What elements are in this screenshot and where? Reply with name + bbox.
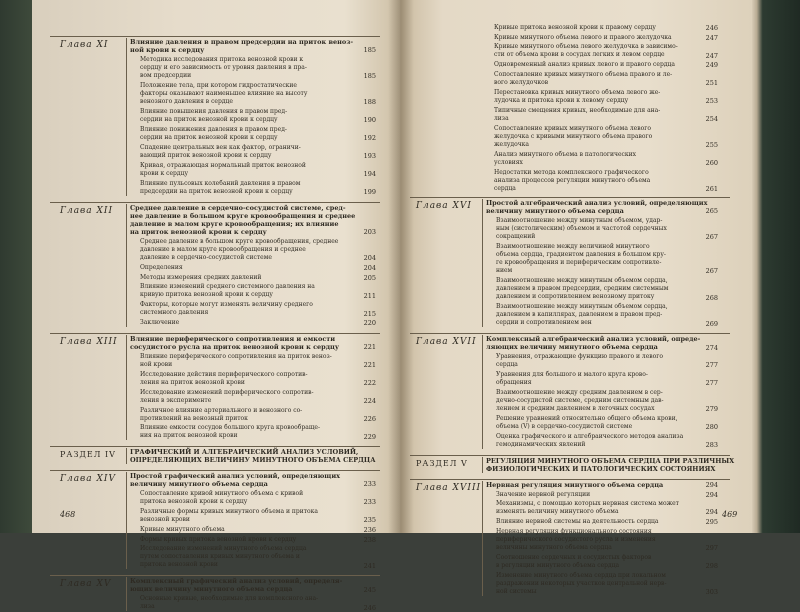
toc-entry-line: вающий приток венозной крови к сердцу bbox=[140, 151, 272, 159]
toc-entry-line: путем сопоставления кривых минутного объема и bbox=[140, 553, 300, 561]
toc-entry-line: желудочка с кривыми минутного объема правого bbox=[494, 132, 653, 140]
toc-entry bbox=[494, 151, 636, 167]
toc-entry bbox=[140, 144, 301, 160]
toc-page-number: 226 bbox=[363, 414, 376, 423]
toc-page-number: 247 bbox=[705, 51, 718, 60]
section-rule bbox=[410, 479, 730, 480]
toc-entry-line: Взаимоотношение между величиной минутного bbox=[496, 242, 650, 250]
toc-entry bbox=[494, 89, 660, 105]
toc-page-number: 229 bbox=[363, 432, 376, 441]
toc-entry-line: Влияние понижения давления в правом пред- bbox=[140, 126, 287, 133]
toc-entry-line: Оценка графического и алгебраического методов анализа bbox=[496, 433, 684, 440]
toc-entry-line: Влияние пульсовых колебаний давления в правом bbox=[140, 179, 301, 187]
toc-entry-line: Заключение bbox=[140, 319, 180, 327]
toc-entry-line: Методы измерения средних давлений bbox=[140, 273, 262, 281]
toc-page-number: 251 bbox=[705, 79, 718, 88]
toc-entry bbox=[140, 180, 300, 196]
toc-entry bbox=[494, 107, 660, 123]
toc-entry-line: ющих величину минутного объема сердца bbox=[130, 585, 293, 594]
toc-entry-line: сти от объема крови в сосудах легких и левом сердце bbox=[494, 51, 665, 59]
toc-page-number: 238 bbox=[363, 535, 376, 544]
toc-entry-line: Нервная регуляция функционального состояния bbox=[496, 527, 652, 535]
toc-entry bbox=[140, 82, 307, 106]
left-page bbox=[32, 0, 400, 612]
toc-entry-line: Комплексный алгебраический анализ условий, опреде- bbox=[486, 335, 701, 344]
toc-page-number: 199 bbox=[363, 187, 376, 196]
toc-page-number: 215 bbox=[363, 309, 376, 318]
toc-entry-line: ФИЗИОЛОГИЧЕСКИХ И ПАТОЛОГИЧЕСКИХ СОСТОЯНИЯХ bbox=[486, 464, 716, 473]
toc-entry-line: предсердии на приток венозной крови к сердцу bbox=[140, 187, 293, 195]
toc-entry-line: факторы оказывают наименьшее влияние на высоту bbox=[140, 90, 308, 97]
toc-page-number: 211 bbox=[363, 291, 376, 300]
toc-page-number: 233 bbox=[363, 498, 376, 507]
toc-page-number: 194 bbox=[363, 170, 376, 178]
toc-entry-line: Комплексный графический анализ условий, определя- bbox=[130, 577, 343, 586]
section-divider bbox=[126, 204, 127, 327]
toc-page-number: 265 bbox=[705, 207, 718, 215]
toc-page-number: 192 bbox=[363, 134, 376, 143]
toc-entry-line: Различное влияние артериального и венозного со- bbox=[140, 406, 303, 414]
toc-page-number: 190 bbox=[363, 116, 376, 125]
section-divider bbox=[126, 448, 127, 464]
toc-heading-entry bbox=[130, 472, 340, 488]
toc-page-number: 295 bbox=[705, 518, 718, 527]
toc-page-number: 261 bbox=[705, 185, 718, 194]
toc-heading-entry bbox=[130, 448, 375, 464]
toc-entry bbox=[496, 433, 683, 449]
toc-entry bbox=[140, 490, 303, 506]
toc-page-number: 188 bbox=[363, 98, 376, 107]
toc-entry-line: Влияние периферического сопротивления и емкости bbox=[130, 334, 336, 343]
toc-entry bbox=[140, 526, 225, 534]
toc-page-number: 247 bbox=[705, 33, 718, 42]
toc-entry-line: гемодинамических явлений bbox=[496, 441, 586, 448]
toc-entry-line: Взаимоотношение между минутным объемом, удар- bbox=[496, 216, 663, 224]
toc-page-number: 241 bbox=[363, 561, 376, 570]
right-page bbox=[400, 0, 752, 597]
toc-entry-line: Влияние периферического сопротивления на приток веноз- bbox=[140, 352, 332, 360]
toc-entry-line: изменять величину минутного объема bbox=[496, 508, 619, 516]
toc-entry-line: ной крови bbox=[140, 360, 173, 368]
toc-page-number: 267 bbox=[705, 233, 718, 242]
toc-entry-line: Среднее давление в большом круге кровообращения, среднее bbox=[140, 237, 339, 245]
toc-entry bbox=[494, 125, 652, 149]
chapter-label: Глава XVIII bbox=[416, 482, 482, 493]
toc-entry bbox=[140, 595, 318, 611]
toc-page-number: 277 bbox=[705, 379, 718, 388]
toc-entry-line: Изменение минутного объема сердца при локальном bbox=[496, 571, 666, 579]
chapter-label: Глава XIV bbox=[60, 474, 116, 485]
toc-entry-line: обращения bbox=[496, 379, 532, 387]
toc-entry bbox=[496, 303, 668, 327]
section-divider bbox=[482, 335, 483, 449]
toc-entry-line: Сопоставление кривой минутного объема с кривой bbox=[140, 490, 304, 498]
toc-entry bbox=[140, 274, 261, 282]
toc-entry-line: Определения bbox=[140, 264, 183, 271]
page-number: 468 bbox=[60, 510, 76, 519]
toc-entry bbox=[494, 169, 650, 193]
section-rule bbox=[410, 333, 730, 334]
toc-page-number: 246 bbox=[363, 603, 376, 612]
toc-entry-line: Простой графический анализ условий, определяющих bbox=[130, 472, 341, 481]
toc-page-number: 274 bbox=[705, 343, 718, 352]
toc-entry bbox=[140, 508, 318, 524]
section-divider bbox=[482, 481, 483, 596]
toc-entry-line: Уравнения для большого и малого круга крово- bbox=[496, 371, 648, 379]
toc-page-number: 220 bbox=[363, 319, 376, 328]
toc-entry-line: Взаимоотношение между минутным объемом сердца, bbox=[496, 277, 668, 285]
toc-entry-line: давление в малом круге кровообращения и среднее bbox=[140, 245, 306, 253]
toc-page-number: 221 bbox=[363, 361, 376, 369]
toc-entry-line: периферического сосудистого русла и изменения bbox=[496, 535, 656, 543]
toc-entry-line: давлением в капиллярах, давлением в правом пред- bbox=[496, 311, 663, 319]
toc-entry-line: ной системы bbox=[496, 587, 537, 595]
toc-entry-line: Соотношение сердечных и сосудистых факторов bbox=[496, 553, 652, 561]
toc-entry bbox=[140, 264, 183, 272]
toc-page-number: 224 bbox=[363, 396, 376, 405]
toc-entry-line: сердии и сопротивлением вен bbox=[496, 319, 592, 327]
section-rule bbox=[50, 575, 380, 576]
toc-entry-line: РЕГУЛЯЦИЯ МИНУТНОГО ОБЪЕМА СЕРДЦА ПРИ РАЗЛИЧНЫХ bbox=[486, 456, 735, 465]
toc-entry bbox=[496, 528, 656, 552]
toc-page-number: 279 bbox=[705, 405, 718, 414]
toc-entry-line: сердца bbox=[494, 184, 516, 192]
section-divider bbox=[126, 335, 127, 440]
toc-page-number: 222 bbox=[363, 378, 376, 387]
toc-entry bbox=[140, 536, 296, 544]
toc-entry bbox=[140, 424, 320, 440]
toc-page-number: 254 bbox=[705, 115, 718, 123]
toc-entry-line: противлений на венозный приток bbox=[140, 414, 248, 422]
toc-entry bbox=[140, 371, 308, 387]
section-rule bbox=[50, 470, 380, 471]
toc-entry-line: Одновременный анализ кривых левого и правого сердца bbox=[494, 61, 675, 69]
toc-page-number: 205 bbox=[363, 273, 376, 282]
toc-page-number: 268 bbox=[705, 293, 718, 302]
toc-page-number: 203 bbox=[363, 228, 376, 237]
chapter-label: Глава XI bbox=[60, 40, 109, 50]
toc-entry-line: Механизмы, с помощью которых нервная система может bbox=[496, 500, 679, 508]
toc-page-number: 283 bbox=[705, 441, 718, 450]
toc-page-number: 193 bbox=[363, 152, 376, 161]
toc-entry-line: нее давление в большом круге кровообращения и среднее bbox=[130, 211, 356, 220]
section-rule bbox=[410, 197, 730, 198]
toc-entry bbox=[494, 24, 656, 32]
toc-entry bbox=[140, 56, 307, 80]
section-rule bbox=[50, 202, 380, 203]
toc-entry-line: системного давления bbox=[140, 309, 209, 317]
toc-entry-line: анализа процессов регуляции минутного объема bbox=[494, 176, 651, 184]
toc-entry bbox=[496, 353, 663, 369]
toc-entry-line: Недостатки метода комплексного графического bbox=[494, 168, 649, 176]
toc-entry bbox=[496, 518, 659, 526]
toc-entry-line: сердца bbox=[496, 361, 518, 369]
toc-entry-line: сокращений bbox=[496, 232, 536, 240]
toc-entry-line: венозной крови bbox=[140, 516, 190, 523]
toc-entry-line: ления в эксперименте bbox=[140, 396, 212, 404]
toc-entry-line: ГРАФИЧЕСКИЙ И АЛГЕБРАИЧЕСКИЙ АНАЛИЗ УСЛОВИЙ, bbox=[130, 448, 359, 457]
toc-entry-line: Кривые притока венозной крови к правому сердцу bbox=[494, 24, 656, 31]
chapter-label: Глава XIII bbox=[60, 336, 118, 347]
toc-entry-line: давлением в правом предсердии, средним системным bbox=[496, 285, 669, 293]
toc-entry-line: желудочка bbox=[494, 140, 530, 148]
toc-entry-line: Простой алгебраический анализ условий, определяющих bbox=[486, 198, 708, 207]
toc-entry-line: в регуляции минутного объема сердца bbox=[496, 561, 620, 569]
toc-entry bbox=[140, 283, 315, 299]
toc-page-number: 249 bbox=[705, 61, 718, 70]
toc-entry-line: Взаимоотношение между средним давлением в сер- bbox=[496, 389, 663, 396]
toc-page-number: 267 bbox=[705, 267, 718, 276]
toc-entry bbox=[494, 34, 672, 42]
toc-entry-line: Сопоставление кривых минутного объема левого bbox=[494, 124, 651, 132]
toc-entry-line: сердии на приток венозной крови к сердцу bbox=[140, 116, 278, 124]
chapter-label: Глава XV bbox=[60, 579, 112, 590]
toc-entry-line: Кривые минутного объема левого желудочка в зависимо- bbox=[494, 43, 678, 51]
toc-entry-line: ге кровообращения и периферическим сопротивле- bbox=[496, 258, 662, 266]
toc-entry bbox=[496, 572, 666, 596]
toc-entry-line: Анализ минутного объема в патологических bbox=[494, 150, 637, 158]
toc-page-number: 185 bbox=[363, 46, 376, 55]
toc-entry bbox=[496, 491, 590, 499]
toc-entry-line: венозного давления в сердце bbox=[140, 98, 233, 105]
toc-entry-line: давление в малом круге кровообращения; их влияние bbox=[130, 219, 339, 228]
section-divider bbox=[126, 472, 127, 569]
chapter-label: Глава XVII bbox=[416, 337, 477, 348]
toc-entry bbox=[140, 389, 314, 405]
toc-entry bbox=[140, 126, 287, 142]
toc-page-number: 280 bbox=[705, 423, 718, 432]
toc-heading-entry bbox=[486, 457, 734, 473]
toc-entry-line: Влияние давления в правом предсердии на приток веноз- bbox=[130, 38, 354, 46]
toc-entry-line: ной крови к сердцу bbox=[130, 46, 205, 54]
toc-entry-line: сосудистого русла на приток венозной крови к сердцу bbox=[130, 342, 339, 351]
toc-page-number: 245 bbox=[363, 585, 376, 594]
toc-entry-line: Сопоставление кривых минутного объема правого и ле- bbox=[494, 71, 673, 78]
toc-page-number: 294 bbox=[705, 508, 718, 517]
toc-entry-line: сердцу и его зависимость от уровня давления в пра- bbox=[140, 63, 307, 71]
toc-page-number: 260 bbox=[705, 159, 718, 167]
toc-entry-line: ния на приток венозной крови bbox=[140, 432, 238, 440]
toc-entry-line: Влияние емкости сосудов большого круга кровообраще- bbox=[140, 424, 320, 432]
toc-entry bbox=[140, 162, 306, 178]
toc-entry bbox=[496, 500, 679, 516]
toc-entry-line: лиза bbox=[140, 603, 155, 611]
toc-entry-line: Уравнения, отражающие функцию правого и левого bbox=[496, 353, 664, 361]
toc-heading-entry bbox=[486, 481, 663, 489]
toc-entry-line: Кривые минутного объема bbox=[140, 525, 225, 533]
toc-heading-entry bbox=[130, 577, 342, 593]
toc-entry-line: сердии на приток венозной крови к сердцу bbox=[140, 134, 278, 141]
toc-page-number: 253 bbox=[705, 97, 718, 106]
toc-entry-line: нием bbox=[496, 266, 513, 274]
toc-entry-line: Нервная регуляция минутного объема сердца bbox=[486, 480, 664, 489]
part-label: РАЗДЕЛ IV bbox=[60, 450, 116, 460]
toc-page-number: 269 bbox=[705, 319, 718, 328]
page-number: 469 bbox=[722, 510, 738, 519]
toc-entry-line: условиях bbox=[494, 158, 523, 166]
toc-entry-line: Типичные смещения кривых, необходимые для ана- bbox=[494, 106, 661, 114]
section-rule bbox=[410, 455, 730, 456]
toc-entry bbox=[496, 415, 678, 431]
toc-entry-line: Влияние изменений среднего системного давления на bbox=[140, 283, 315, 291]
toc-entry-line: Среднее давление в сердечно-сосудистой системе, сред- bbox=[130, 203, 346, 212]
section-divider bbox=[482, 457, 483, 473]
toc-page-number: 185 bbox=[363, 72, 376, 81]
toc-page-number: 221 bbox=[363, 343, 376, 352]
toc-entry-line: Исследование изменений периферического сопротив- bbox=[140, 388, 314, 396]
toc-entry-line: Значение нервной регуляции bbox=[496, 490, 591, 498]
toc-heading-entry bbox=[486, 199, 707, 215]
toc-entry bbox=[496, 389, 664, 413]
part-label: РАЗДЕЛ V bbox=[416, 458, 468, 468]
toc-page-number: 235 bbox=[363, 516, 376, 525]
toc-page-number: 294 bbox=[705, 490, 718, 499]
toc-entry-line: давление в сердечно-сосудистой системе bbox=[140, 253, 272, 261]
toc-page-number: 277 bbox=[705, 361, 718, 370]
section-rule bbox=[50, 333, 380, 334]
book-cover-edge bbox=[752, 0, 800, 533]
toc-entry-line: на приток венозной крови к сердцу bbox=[130, 227, 267, 236]
toc-entry bbox=[496, 371, 648, 387]
toc-entry-line: величину минутного объема сердца bbox=[130, 480, 268, 489]
toc-entry-line: лиза bbox=[494, 114, 509, 122]
toc-page-number: 204 bbox=[363, 264, 376, 272]
toc-entry bbox=[494, 71, 672, 87]
toc-entry-line: крови к сердцу bbox=[140, 169, 188, 177]
toc-entry-line: Спадение центральных вен как фактор, ограничи- bbox=[140, 143, 301, 151]
toc-entry-line: Факторы, которые могут изменять величину среднего bbox=[140, 301, 313, 309]
toc-entry bbox=[494, 43, 678, 59]
toc-entry-line: Решение уравнений относительно общего объема крови, bbox=[496, 415, 678, 423]
toc-entry bbox=[496, 243, 666, 275]
toc-page-number: 297 bbox=[705, 544, 718, 553]
toc-entry-line: давлением и сопротивлением венозному притоку bbox=[496, 293, 655, 301]
toc-entry-line: Методика исследования притока венозной крови к bbox=[140, 55, 304, 63]
toc-entry-line: притока венозной крови к сердцу bbox=[140, 498, 248, 506]
toc-page-number: 298 bbox=[705, 562, 718, 571]
toc-entry-line: величины минутного объема сердца bbox=[496, 543, 612, 551]
toc-entry-line: величину минутного объема сердца bbox=[486, 206, 624, 215]
toc-entry bbox=[140, 108, 287, 124]
toc-entry-line: Влияние нервной системы на деятельность сердца bbox=[496, 518, 659, 526]
toc-page-number: 246 bbox=[705, 24, 718, 32]
toc-page-number: 204 bbox=[363, 254, 376, 263]
toc-entry bbox=[140, 353, 332, 369]
toc-entry-line: Кривые минутного объема левого и правого желудочка bbox=[494, 33, 672, 41]
toc-entry bbox=[140, 238, 338, 262]
toc-entry-line: притока венозной крови bbox=[140, 561, 218, 569]
toc-page-number: 294 bbox=[705, 480, 718, 489]
toc-entry bbox=[496, 554, 651, 570]
toc-heading-entry bbox=[130, 204, 355, 236]
toc-entry-line: вого желудочков bbox=[494, 79, 549, 86]
book-spine-shadow bbox=[388, 0, 414, 533]
toc-page-number: 255 bbox=[705, 141, 718, 150]
toc-entry bbox=[140, 545, 306, 569]
toc-heading-entry bbox=[486, 335, 700, 351]
toc-entry-line: Основные кривые, необходимые для комплексного ана- bbox=[140, 595, 319, 603]
chapter-label: Глава XII bbox=[60, 205, 114, 216]
chapter-label: Глава XVI bbox=[416, 200, 472, 211]
toc-entry-line: ОПРЕДЕЛЯЮЩИХ ВЕЛИЧИНУ МИНУТНОГО ОБЪЕМА СЕРДЦА bbox=[130, 456, 376, 465]
section-divider bbox=[126, 577, 127, 611]
toc-entry bbox=[494, 61, 675, 69]
toc-entry-line: Взаимоотношение между минутным объемом сердца, bbox=[496, 303, 668, 311]
toc-entry-line: кривую притока венозной крови к сердцу bbox=[140, 291, 273, 299]
toc-entry-line: ления на приток венозной крови bbox=[140, 378, 245, 386]
toc-entry-line: Кривая, отражающая нормальный приток венозной bbox=[140, 161, 306, 169]
toc-entry-line: Исследование изменений минутного объема сердца bbox=[140, 545, 307, 553]
toc-page-number: 303 bbox=[705, 588, 718, 597]
toc-entry-line: Положение тела, при котором гидростатические bbox=[140, 82, 297, 89]
toc-entry bbox=[140, 407, 302, 423]
section-divider bbox=[482, 199, 483, 328]
toc-entry-line: объема (V) в сердечно-сосудистой системе bbox=[496, 423, 633, 431]
toc-page-number: 236 bbox=[363, 525, 376, 534]
toc-entry-line: ляющих величину минутного объема сердца bbox=[486, 343, 658, 352]
toc-entry-line: объема сердца, градиентом давления в большом кру- bbox=[496, 250, 666, 258]
toc-entry-line: раздражении некоторых участков центральной нерв- bbox=[496, 579, 667, 587]
toc-heading-entry bbox=[130, 38, 353, 54]
toc-entry bbox=[496, 217, 667, 241]
toc-page-number: 233 bbox=[363, 480, 376, 489]
toc-entry-line: Влияние повышения давления в правом пред- bbox=[140, 108, 288, 116]
toc-entry-line: Перестановка кривых минутного объема левого же- bbox=[494, 88, 661, 96]
toc-entry-line: дечно-сосудистой системе, средним системным дав- bbox=[496, 397, 664, 404]
toc-entry-line: ным (систолическим) объемом и частотой сердечных bbox=[496, 224, 667, 232]
toc-entry bbox=[140, 301, 313, 317]
toc-entry-line: вом предсердии bbox=[140, 71, 192, 79]
toc-heading-entry bbox=[130, 335, 339, 351]
toc-entry-line: Различные формы кривых минутного объема и притока bbox=[140, 508, 318, 515]
toc-entry-line: лением и средним давлением в легочных сосудах bbox=[496, 405, 655, 412]
section-divider bbox=[126, 38, 127, 196]
section-rule bbox=[50, 36, 380, 37]
toc-entry-line: Исследование действия периферического сопротив- bbox=[140, 370, 308, 378]
toc-entry bbox=[140, 319, 179, 327]
toc-entry-line: лудочка и притока крови к левому сердцу bbox=[494, 96, 629, 104]
toc-entry-line: Формы кривых притока венозной крови к сердцу bbox=[140, 535, 297, 543]
toc-entry bbox=[496, 277, 668, 301]
